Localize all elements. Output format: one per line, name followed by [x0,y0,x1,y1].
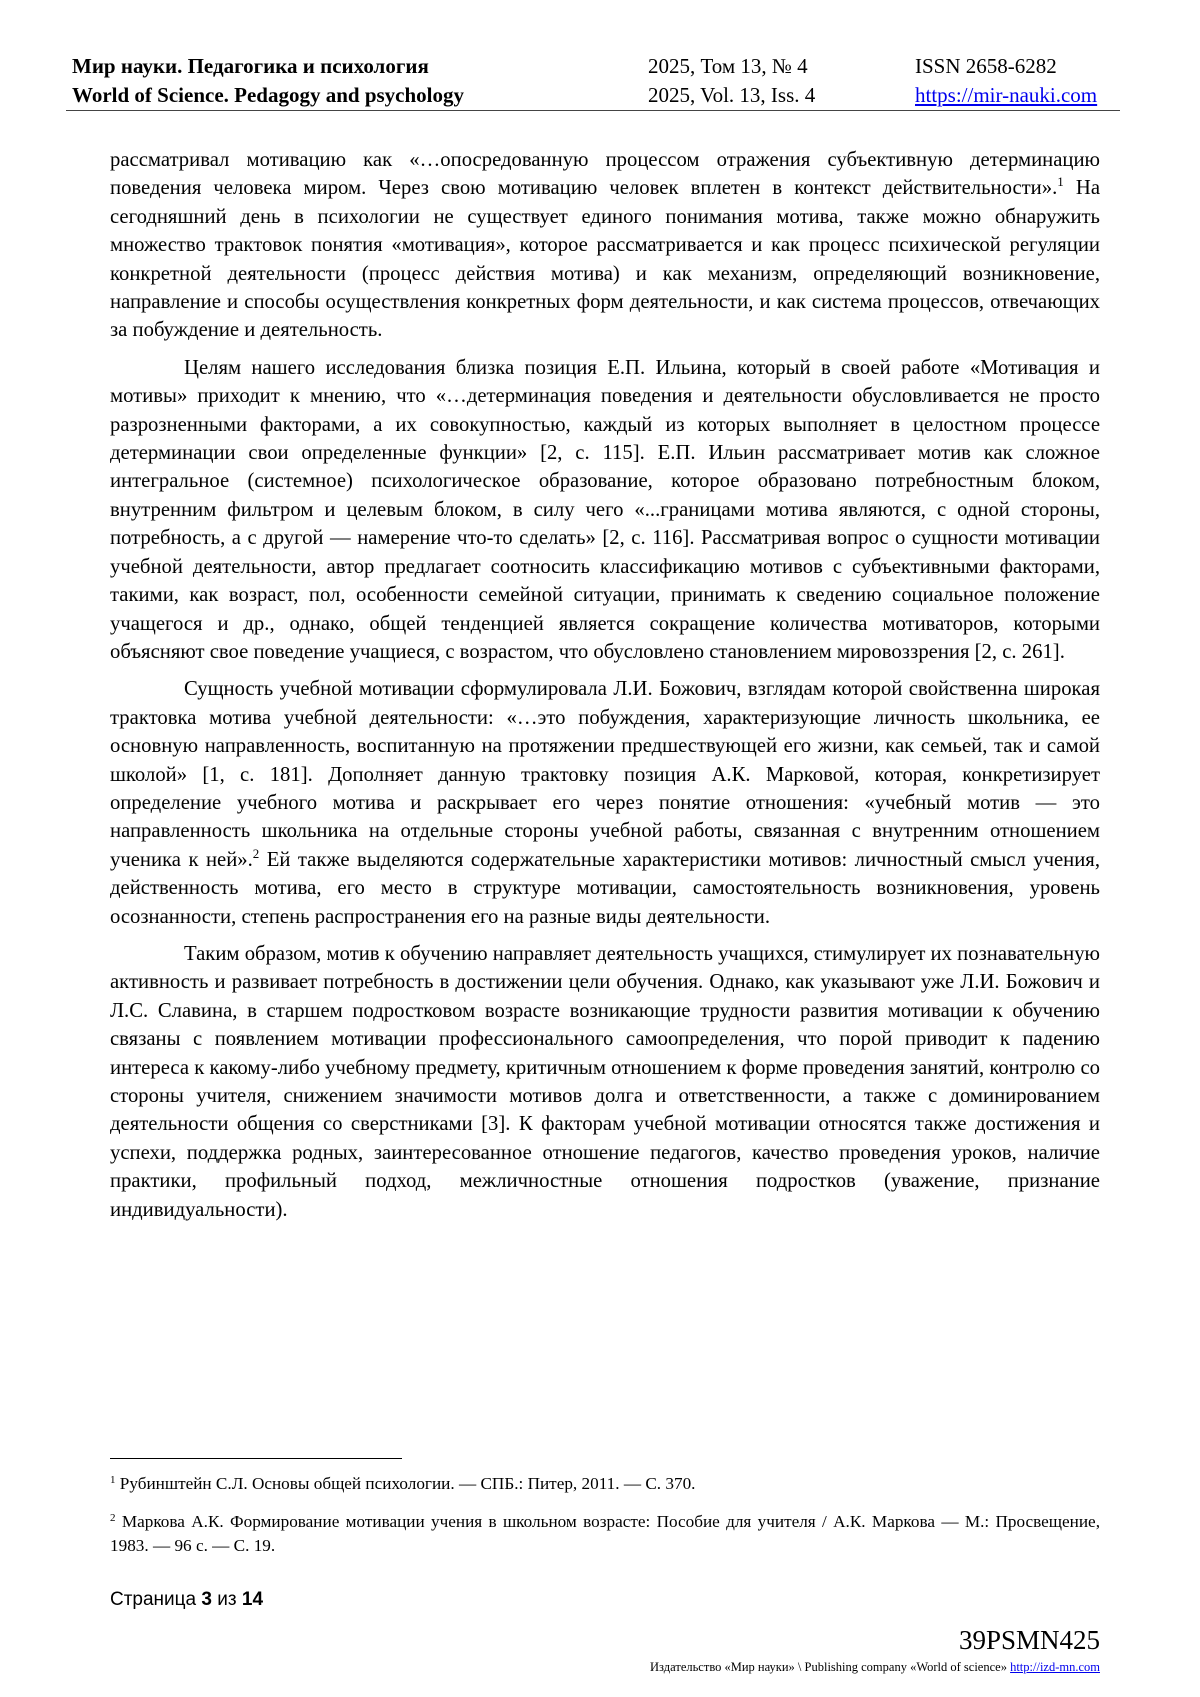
issue-en: 2025, Vol. 13, Iss. 4 [648,83,816,107]
footnote-divider [110,1458,402,1459]
page-total: 14 [241,1589,264,1610]
journal-url-link[interactable]: https://mir-nauki.com [915,83,1098,107]
publisher-url-link[interactable]: http://izd-mn.com [1010,1660,1100,1674]
page-current: 3 [201,1589,212,1610]
paragraph-4: Таким образом, мотив к обучению направляет деятельность учащихся, стимулирует их познавательную активность и развивает потребность в достижении цели обучения. Однако, как указывают уже Л.И. Божович и Л.С. Славина, в старшем подростковом возрасте возникающие трудности развития мотивации к обучению связаны с появлением мотивации профессионального самоопределения, что порой приводит к падению интереса к какому-либо учебному предмету, критичным отношением к форме проведения занятий, контролю со стороны учителя, снижением значимости мотивов долга и ответственности, а также с доминированием деятельности общения со сверстниками [3]. К факторам учебной мотивации относятся также достижения и успехи, поддержка родных, заинтересованное отношение педагогов, качество проведения уроков, наличие практики, профильный подход, межличностные отношения подростков (уважение, признание индивидуальности). [110,942,1100,1221]
header-divider [66,110,1120,111]
footnote-1-number: 1 [110,1474,116,1486]
page-number [110,1589,263,1611]
issn: ISSN 2658-6282 [915,54,1057,78]
article-body [110,146,1100,1233]
page-label: Страница [110,1589,197,1610]
journal-title [72,52,464,110]
footnote-2-number: 2 [110,1512,116,1524]
paragraph-1-text-a: рассматривал мотивацию как «…опосредованную процессом отражения субъективную детерминацию поведения человека миром. Через свою мотивацию человек вплетен в контекст действительности». [110,149,1100,200]
footnote-1-text: Рубинштейн С.Л. Основы общей психологии. — СПБ.: Питер, 2011. — С. 370. [115,1474,696,1493]
paragraph-3-text-b: Ей также выделяются содержательные характеристики мотивов: личностный смысл учения, действенность мотива, его место в структуре мотивации, самостоятельность возникновения, уровень осознанности, степень распространения его на разные виды деятельности. [110,848,1100,928]
issue-info [648,52,815,110]
footnote-2 [110,1510,1100,1558]
page-sep: из [217,1589,237,1610]
publisher-text: Издательство «Мир науки» \ Publishing company «World of science» [650,1660,1011,1674]
journal-title-en: World of Science. Pedagogy and psychology [72,83,465,107]
footnote-ref-1[interactable]: 1 [1057,174,1064,190]
footnote-2-text: Маркова А.К. Формирование мотивации учения в школьном возрасте: Пособие для учителя / А.К. Маркова — М.: Просвещение, 1983. — 96 с. — С. 19. [110,1512,1100,1555]
paragraph-2: Целям нашего исследования близка позиция Е.П. Ильина, который в своей работе «Мотивация и мотивы» приходит к мнению, что «…детерминация поведения и деятельности обусловливается не просто разрозненными факторами, а их совокупностью, каждый из которых выполняет в целостном процессе детерминации свои определенные функции» [2, с. 115]. Е.П. Ильин рассматривает мотив как сложное интегральное (системное) психологическое образование, которое образовано потребностным блоком, внутренним фильтром и целевым блоком, в силу чего «...границами мотива являются, с одной стороны, потребность, а с другой — намерение что-то сделать» [2, с. 116]. Рассматривая вопрос о сущности мотивации учебной деятельности, автор предлагает соотносить классификацию мотивов с субъективными факторами, такими, как возраст, пол, особенности семейной ситуации, принимать к сведению социальное положение учащегося и др., однако, общей тенденцией является сокращение количества мотиваторов, которыми объясняют свое поведение учащиеся, с возрастом, что обусловлено становлением мировоззрения [2, с. 261]. [110,356,1100,663]
journal-header [0,50,1200,112]
issue-ru: 2025, Том 13, № 4 [648,54,808,78]
footnote-ref-2[interactable]: 2 [252,845,260,861]
footnote-1 [110,1472,1100,1496]
journal-title-ru: Мир науки. Педагогика и психология [72,54,429,78]
publisher-line [650,1660,1100,1675]
paragraph-1 [110,146,1100,345]
paragraph-3 [110,675,1100,931]
issn-block [915,52,1097,110]
paragraph-3-text-a: Сущность учебной мотивации сформулировала Л.И. Божович, взглядам которой свойственна широкая трактовка мотива учебной деятельности: «…это побуждения, характеризующие личность школьника, ее основную направленность, воспитанную на протяжении предшествующей его жизни, как семьей, так и самой школой» [1, с. 181]. Дополняет данную трактовку позиция А.К. Марковой, которая, конкретизирует определение учебного мотива и раскрывает его через понятие отношения: «учебный мотив — это направленность школьника на отдельные стороны учебной работы, связанная с внутренним отношением ученика к ней». [110,678,1100,871]
paragraph-1-text-b: На сегодняшний день в психологии не существует единого понимания мотива, также можно обнаружить множество трактовок понятия «мотивация», которое рассматривается и как процесс психической регуляции конкретной деятельности (процесс действия мотива) и как механизм, определяющий возникновение, направление и способы осуществления конкретных форм деятельности, и как система процессов, отвечающих за побуждение и деятельность. [110,177,1101,342]
article-code: 39PSMN425 [958,1625,1100,1655]
